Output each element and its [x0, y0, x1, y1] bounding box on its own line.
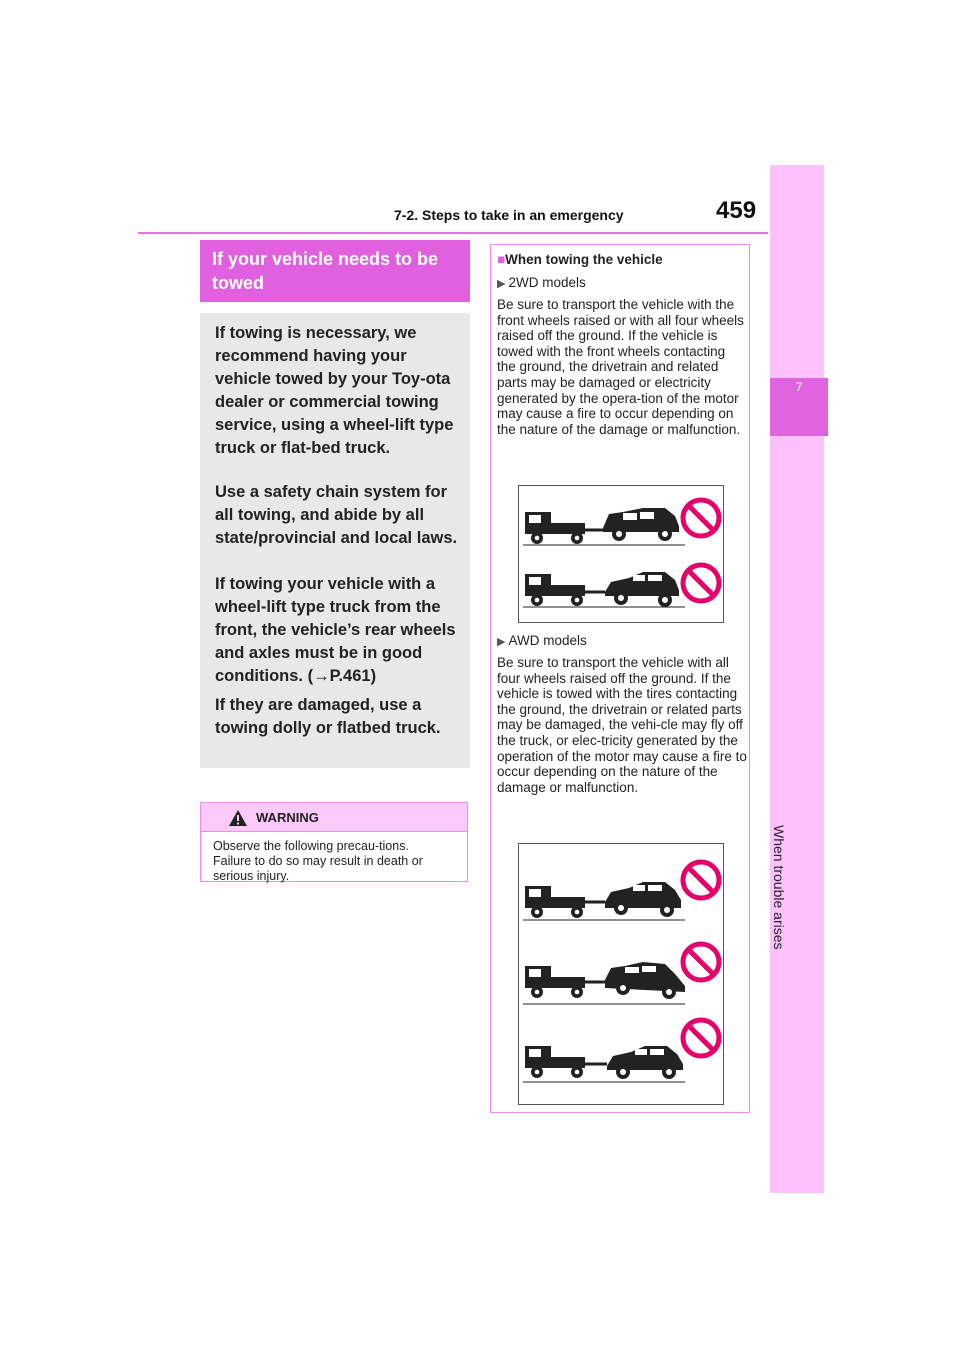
square-bullet-icon: ■ — [497, 252, 506, 267]
prohibited-icon — [683, 944, 719, 980]
chapter-label: When trouble arises — [771, 825, 787, 950]
car-illustration — [605, 572, 679, 607]
towing-heading-text: When towing the vehicle — [505, 252, 663, 267]
arrow-icon: → — [313, 667, 330, 685]
side-strip — [770, 165, 824, 1193]
section-title: If your vehicle needs to be towed — [212, 249, 439, 293]
towing-heading — [497, 252, 663, 267]
chapter-number: 7 — [795, 380, 803, 394]
triangle-right-icon: ▶ — [497, 278, 506, 290]
prohibited-icon — [683, 862, 719, 898]
tow-truck-illustration — [525, 1046, 607, 1078]
car-illustration — [607, 1046, 683, 1079]
warning-text-2: Failure to do so may result in death or serious injury. — [213, 854, 423, 883]
subheading-awd — [497, 633, 587, 648]
car-illustration — [603, 508, 679, 541]
warning-text-1: Observe the following precau-tions. — [213, 839, 409, 853]
page-number: 459 — [716, 197, 757, 224]
info-paragraph-2: Use a safety chain system for all towing, and abide by all state/provincial and local laws. — [215, 483, 458, 547]
towing-text-awd: Be sure to transport the vehicle with all four wheels raised off the ground. If the vehicle is towed with the tires contacting the ground, the drivetrain or related parts may be damaged, the vehi-cle may fly off the truck, or elec-tricity generated by the operation of the motor may cause a fire to occur depending on the nature of the damage or malfunction. — [497, 655, 747, 795]
tow-truck-illustration — [525, 512, 603, 544]
subheading-awd-text: AWD models — [508, 633, 587, 648]
prohibited-icon — [683, 1020, 719, 1056]
warning-text — [213, 839, 463, 884]
towing-text-2wd: Be sure to transport the vehicle with the front wheels raised or with all four wheels raised off the ground. If the vehicle is towed with the front wheels contacting the ground, the drivetrain and related parts may be damaged or electricity generated by the opera-tion of the motor may cause a fire to occur depending on the nature of the damage or malfunction. — [497, 297, 744, 437]
illustration-awd-towing — [518, 843, 724, 1105]
info-paragraph-4: If they are damaged, use a towing dolly or flatbed truck. — [215, 696, 441, 737]
prohibited-icon — [683, 500, 719, 536]
page-reference-link[interactable]: P.461) — [329, 667, 377, 685]
info-paragraph-3-text: If towing your vehicle with a wheel-lift type truck from the front, the vehicle’s rear wheels and axles must be in good conditions. ( — [215, 575, 456, 685]
prohibited-icon — [683, 565, 719, 601]
car-illustration — [605, 962, 685, 999]
subheading-2wd — [497, 275, 586, 290]
illustration-2wd-towing — [518, 485, 724, 623]
header-title: 7-2. Steps to take in an emergency — [394, 207, 624, 223]
warning-triangle-icon — [228, 809, 248, 827]
triangle-right-icon: ▶ — [497, 636, 506, 648]
info-box — [200, 313, 470, 768]
tow-truck-illustration — [525, 574, 605, 606]
car-illustration — [605, 882, 681, 917]
tow-truck-illustration — [525, 966, 605, 998]
info-paragraph-3 — [215, 573, 460, 688]
tow-truck-illustration-awd — [519, 844, 723, 1104]
info-paragraph-1: If towing is necessary, we recommend having your vehicle towed by your Toy-ota dealer or commercial towing service, using a wheel-lift type truck or flat-bed truck. — [215, 324, 454, 457]
subheading-2wd-text: 2WD models — [508, 275, 586, 290]
warning-label: WARNING — [256, 810, 319, 825]
header-rule — [138, 232, 768, 234]
tow-truck-illustration-2wd — [519, 486, 723, 622]
tow-truck-illustration — [525, 886, 605, 918]
